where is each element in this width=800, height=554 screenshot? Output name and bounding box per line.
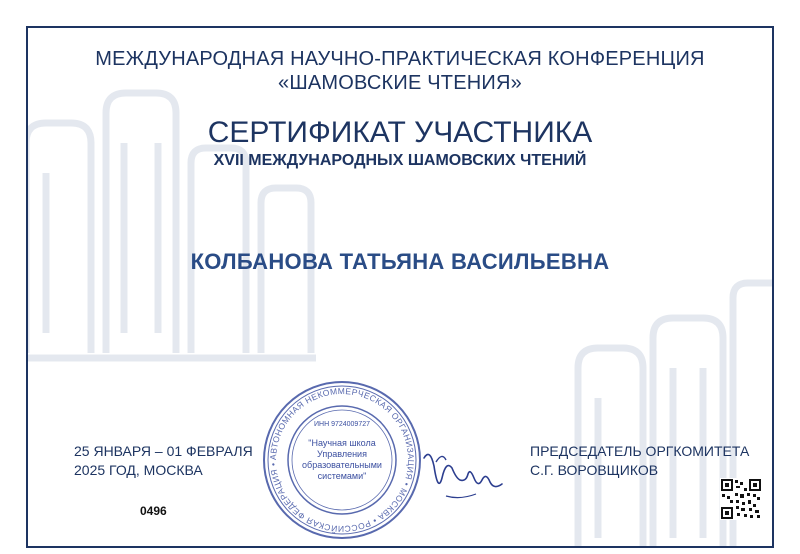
event-dates [74, 442, 253, 480]
qr-code-icon [720, 478, 762, 520]
stamp-text-2: Управления [317, 449, 367, 459]
stamp-inn: ИНН 9724009727 [313, 421, 371, 428]
certificate-subtitle: XVII МЕЖДУНАРОДНЫХ ШАМОВСКИХ ЧТЕНИЙ [213, 152, 587, 169]
certificate-number: 0496 [140, 504, 167, 518]
event-dates-line-1: 25 ЯНВАРЯ – 01 ФЕВРАЛЯ [74, 443, 253, 459]
organizer-line-2: «ШАМОВСКИЕ ЧТЕНИЯ» [278, 72, 522, 94]
stamp-ring-text: АВТОНОМНАЯ НЕКОММЕРЧЕСКАЯ ОРГАНИЗАЦИЯ • МОСКВА • РОССИЙСКАЯ ФЕДЕРАЦИЯ • [267, 385, 417, 535]
stamp-text-4: системами" [317, 471, 367, 481]
certificate-title: СЕРТИФИКАТ УЧАСТНИКА [207, 116, 593, 149]
stamp-text-3: образовательными [302, 460, 382, 470]
stamp-text-1: "Научная школа [308, 438, 376, 448]
certificate [26, 26, 774, 548]
official-seal-icon [260, 378, 424, 542]
event-dates-line-2: 2025 ГОД, МОСКВА [74, 462, 203, 478]
chair-block [530, 442, 749, 480]
chair-name: С.Г. ВОРОВЩИКОВ [530, 462, 659, 478]
participant-name: КОЛБАНОВА ТАТЬЯНА ВАСИЛЬЕВНА [190, 249, 610, 274]
chair-title: ПРЕДСЕДАТЕЛЬ ОРГКОМИТЕТА [530, 443, 750, 459]
signature-icon [416, 438, 506, 518]
organizer-line-1: МЕЖДУНАРОДНАЯ НАУЧНО-ПРАКТИЧЕСКАЯ КОНФЕРЕНЦИЯ [95, 48, 705, 70]
